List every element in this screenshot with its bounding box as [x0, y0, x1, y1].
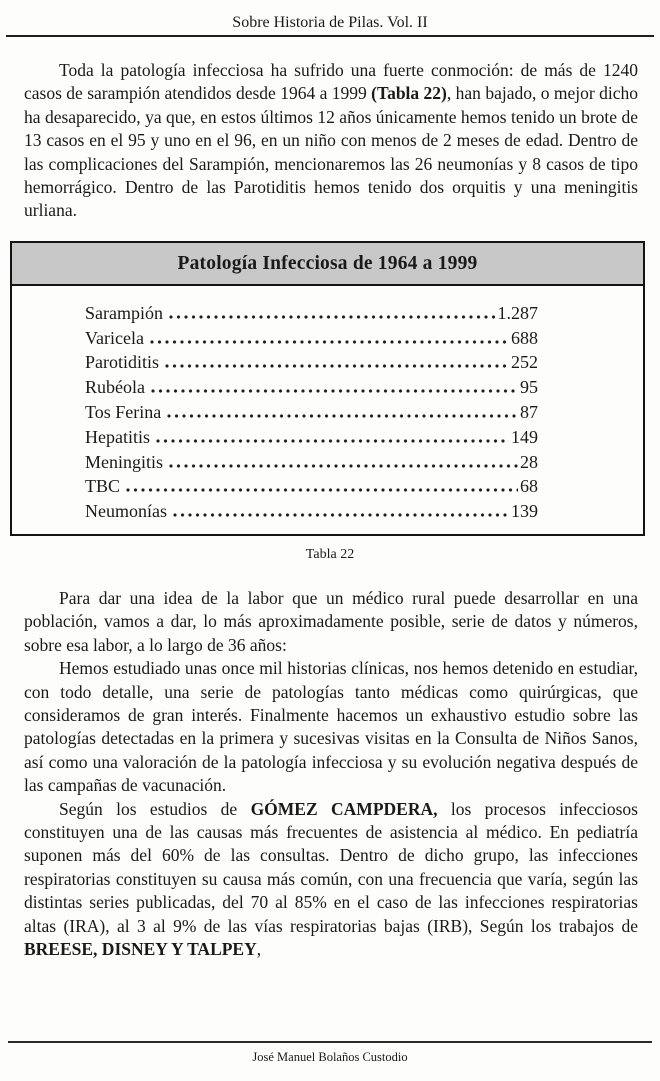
bold-run: (Tabla 22) [371, 83, 447, 104]
table-rows [12, 286, 643, 534]
dot-leader [151, 388, 518, 393]
disease-count: 68 [520, 476, 538, 497]
disease-name: Meningitis [85, 451, 164, 472]
header-rule [6, 35, 654, 37]
disease-count: 149 [511, 426, 538, 447]
paragraph-labor [24, 587, 638, 657]
table-row [85, 326, 538, 351]
disease-count: 139 [511, 501, 538, 522]
text-run: , [256, 939, 262, 960]
table-row [85, 350, 538, 375]
dot-leader [126, 487, 518, 492]
dot-leader [150, 339, 509, 344]
table-row [85, 425, 538, 450]
footer-rule [8, 1041, 652, 1043]
text-run: Hemos estudiado unas once mil historias clínicas, nos hemos detenido en estudiar, con todo detalle, una serie de patologías tanto médicas como quirúrgicas, que consideramos de gran interés. Finalmente hacemos un exhaustivo estudio sobre las patologías detectadas en la primera y sucesivas visitas en la Consulta de Niños Sanos, así como una valoración de la patología infecciosa y su evolución negativa después de las campañas de vacunación. [24, 658, 638, 796]
disease-count: 28 [520, 451, 538, 472]
bold-run: GÓMEZ CAMPDERA, [250, 798, 438, 819]
paragraph-intro [24, 59, 638, 223]
infectious-pathology-table [10, 241, 645, 536]
table-row [85, 474, 538, 499]
text-run: Toda la patología infecciosa ha sufrido una fuerte conmoción: de más de 1240 casos de sarampión atendidos desde 1964 a 1999 [24, 60, 638, 104]
dot-leader [165, 363, 509, 368]
disease-name: Rubéola [85, 377, 145, 398]
table-row [85, 301, 538, 326]
table-title-band [12, 243, 643, 286]
text-run: Según los estudios de [59, 798, 251, 819]
disease-name: Sarampión [85, 302, 163, 323]
paragraph-historias [24, 657, 638, 797]
table-row [85, 450, 538, 475]
table-caption: Tabla 22 [305, 547, 355, 563]
page-footer [0, 1041, 660, 1065]
disease-count: 95 [520, 377, 538, 398]
dot-leader [173, 512, 509, 517]
disease-count: 87 [520, 402, 538, 423]
footer-author: José Manuel Bolaños Custodio [252, 1049, 408, 1064]
disease-name: Varicela [85, 327, 144, 348]
bold-run: BREESE, DISNEY Y TALPEY [24, 939, 257, 960]
table-title: Patología Infecciosa de 1964 a 1999 [177, 252, 478, 274]
table-row [85, 375, 538, 400]
disease-name: Parotiditis [85, 352, 160, 373]
disease-count: 252 [511, 352, 538, 373]
dot-leader [169, 314, 496, 319]
disease-name: TBC [85, 476, 121, 497]
text-run: , han bajado, o mejor dicho ha desaparecido, ya que, en estos últimos 12 años únicamente hemos tenido un brote de 13 casos en el 95 y uno en el 96, en un niño con menos de 2 meses de edad. Dentro de las complicaciones del Sarampión, mencionaremos las 26 neumonías y 8 casos de tipo hemorrágico. Dentro de las Parotiditis hemos tenido dos orquitis y una meningitis urliana. [24, 83, 638, 221]
text-run: Para dar una idea de la labor que un médico rural puede desarrollar en una población, vamos a dar, lo más aproximadamente posible, serie de datos y números, sobre esa labor, a lo largo de 36 años: [24, 588, 638, 655]
dot-leader [156, 438, 509, 443]
text-run: los procesos infecciosos constituyen una de las causas más frecuentes de asistencia al médico. En pediatría suponen más del 60% de las consultas. Dentro de dicho grupo, las infecciones respiratorias constituyen su causa más común, con una frecuencia que varía, según las distintas series publicadas, del 70 al 85% en el caso de las infecciones respiratorias altas (IRA), al 3 al 9% de las vías respiratorias bajas (IRB), Según los trabajos de [24, 798, 638, 936]
dot-leader [167, 413, 518, 418]
table-row [85, 400, 538, 425]
running-header-title: Sobre Historia de Pilas. Vol. II [232, 14, 428, 31]
table-row [85, 499, 538, 524]
disease-name: Neumonías [85, 501, 167, 522]
running-header [0, 0, 660, 33]
disease-count: 1.287 [497, 302, 538, 323]
paragraph-estudios [24, 798, 638, 962]
disease-count: 688 [511, 327, 538, 348]
disease-name: Hepatitis [85, 426, 150, 447]
dot-leader [169, 463, 518, 468]
disease-name: Tos Ferina [85, 402, 162, 423]
